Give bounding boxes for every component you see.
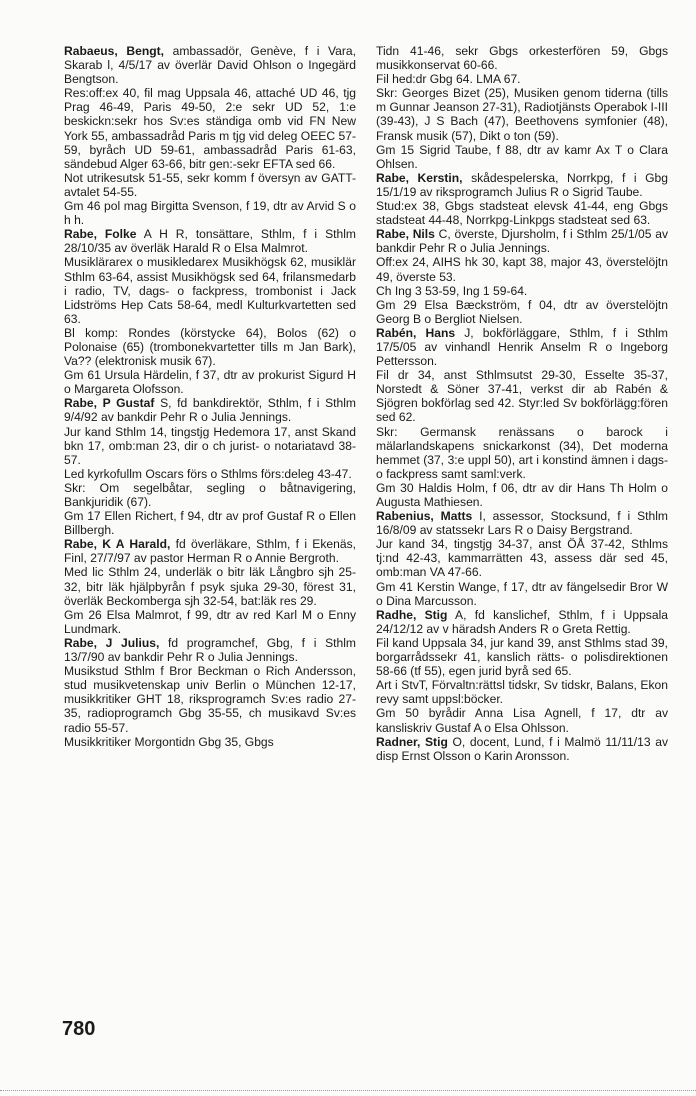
entry-text: fd programchef, Gbg, f i Sthlm 13/7/90 av bankdir Pehr R o Julia Jennings. [64,635,356,665]
entry-headword: Rabenius, Matts [376,509,473,524]
entry-text: C, överste, Djursholm, f i Sthlm 25/1/05 av bankdir Pehr R o Julia Jennings. [376,227,668,256]
entry-text: J, bokförläggare, Sthlm, f i Sthlm 17/5/05 av vinhandl Henrik Anselm R o Ingeborg Pettersson. [376,325,668,369]
page-number: 780 [62,1018,96,1040]
paragraph: Not utrikesutsk 51-55, sekr komm f översyn av GATT-avtalet 54-55. [64,170,356,199]
paragraph: Gm 29 Elsa Bæckström, f 04, dtr av överstelöjtn Georg B o Bergliot Nielsen. [376,297,668,326]
paragraph [376,735,668,763]
entry-headword: Rabén, Hans [376,325,456,340]
paragraph: Fil kand Uppsala 34, jur kand 39, anst Sthlms stad 39, borgarrådssekr 41, kanslich rätts- o polisdirektionen 58-66 (tf 55), egen jurid byrå sed 65. [376,635,668,679]
paragraph: Skr: Georges Bizet (25), Musiken genom tiderna (tills m Gunnar Jeanson 27-31), Radiotjänsts Operabok I-III (39-43), J S Bach (47), Beethovens symfonier (48), Fransk musik (57), Dikt o ton (59). [376,86,668,143]
paragraph: Bl komp: Rondes (körstycke 64), Bolos (62) o Polonaise (65) (trombonekvartetter tills m Jan Bark), Va?? (elektronisk musik 67). [64,325,356,369]
entry-headword: Radhe, Stig [376,607,448,622]
paragraph: Jur kand 34, tingstjg 34-37, anst ÖÅ 37-42, Sthlms tj:nd 42-43, kammarrätten 43, assess där sed 45, omb:man VA 47-66. [376,537,668,580]
paragraph [376,509,668,537]
paragraph: Art i StvT, Förvaltn:rättsl tidskr, Sv tidskr, Balans, Ekon revy samt uppsl:böcker. [376,678,668,707]
entry-text: I, assessor, Stocksund, f i Sthlm 16/8/09 av statssekr Lars R o Daisy Bergstrand. [376,509,668,538]
entry-headword: Radner, Stig [376,734,448,749]
entry-headword: Rabe, P Gustaf [64,396,155,411]
entry-text: skådespelerska, Norrkpg, f i Gbg 15/1/19 av riksprogramch Julius R o Sigrid Taube. [376,170,668,199]
paragraph: Jur kand Sthlm 14, tingstjg Hedemora 17, anst Skand bkn 17, omb:man 23, dir o ch jurist- o notariatavd 38-57. [64,424,356,467]
paragraph: Fil hed:dr Gbg 64. LMA 67. [376,72,521,87]
paragraph: Skr: Om segelbåtar, segling o båtnavigering, Bankjuridik (67). [64,480,356,509]
paragraph: Res:off:ex 40, fil mag Uppsala 46, attaché UD 46, tjg Prag 46-49, Paris 49-50, 2:e sekr UD 52, 1:e beskickn:sekr hos Sv:es ständiga omb vid FN New York 55, ambassadråd Paris m tjg vid deleg OEEC 57-59, byråch UD 59-61, ambassadråd Paris 61-63, sändebud Alger 63-66, bitr gen:-sekr EFTA sed 66. [64,86,356,171]
entry-text: S, fd bankdirektör, Sthlm, f i Sthlm 9/4/92 av bankdir Pehr R o Julia Jennings. [64,396,356,425]
paragraph: Ch Ing 3 53-59, Ing 1 59-64. [376,283,528,298]
paragraph: Gm 26 Elsa Malmrot, f 99, dtr av red Karl M o Enny Lundmark. [64,607,356,636]
paragraph [376,608,668,636]
paragraph: Led kyrkofullm Oscars förs o Sthlms förs:deleg 43-47. [64,466,352,481]
paragraph: Gm 50 byrådir Anna Lisa Agnell, f 17, dtr av kansliskriv Gustaf A o Elsa Ohlsson. [376,706,668,735]
paragraph [376,171,668,199]
entry-text: A H R, tonsättare, Sthlm, f i Sthlm 28/10/35 av överläk Harald R o Elsa Malmrot. [64,227,356,256]
paragraph: Gm 15 Sigrid Taube, f 88, dtr av kamr Ax T o Clara Ohlsen. [376,142,668,171]
right-column [376,44,668,763]
left-column [64,44,356,749]
paragraph [64,396,356,424]
paragraph: Tidn 41-46, sekr Gbgs orkesterfören 59, Gbgs musikkonservat 60-66. [376,44,668,73]
entry-text: ambassadör, Genève, f i Vara, Skarab l, 4/5/17 av överlär David Ohlson o Ingegärd Bengtson. [64,44,356,87]
paragraph: Musikstud Sthlm f Bror Beckman o Rich Andersson, stud musikvetenskap univ Berlin o München 12-17, musikkritiker GHT 18, riksprogramch Sv:es radio 27-35, radioprogramch Gbg 35-55, ch musikavd Sv:es radio 55-57. [64,664,356,735]
paragraph: Musiklärarex o musikledarex Musikhögsk 62, musiklär Sthlm 63-64, assist Musikhögsk sed 64, frilansmedarb i radio, TV, dags- o fackpress, trombonist i Jack Lidströms Hep Cats 58-64, medl Kulturkvartetten sed 63. [64,255,356,326]
paragraph [376,227,668,255]
paragraph: Gm 30 Haldis Holm, f 06, dtr av dir Hans Th Holm o Augusta Mathiesen. [376,480,668,509]
paragraph [64,636,356,664]
entry-headword: Rabe, J Julius, [64,635,160,650]
entry-headword: Rabe, Nils [376,227,435,242]
paragraph [64,537,356,565]
paragraph: Stud:ex 38, Gbgs stadsteat elevsk 41-44, eng Gbgs stadsteat 44-48, Norrkpg-Linkpgs stadsteat sed 63. [376,199,668,228]
entry-text: A, fd kanslichef, Sthlm, f i Uppsala 24/12/12 av v häradsh Anders R o Greta Rettig. [376,607,668,636]
paragraph [64,227,356,255]
entry-headword: Rabe, Folke [64,227,137,242]
paragraph: Gm 41 Kerstin Wange, f 17, dtr av fängelsedir Bror W o Dina Marcusson. [376,579,668,608]
entry-headword: Rabe, Kerstin, [376,170,463,185]
paragraph: Fil dr 34, anst Sthlmsutst 29-30, Esselte 35-37, Norstedt & Söner 37-41, verkst dir ab Rabén & Sjögren bokförlag sed 42. Styr:led Sv bokförlägg:fören sed 62. [376,368,668,425]
paragraph: Gm 46 pol mag Birgitta Svenson, f 19, dtr av Arvid S o h h. [64,199,356,228]
paragraph [64,44,356,86]
paragraph: Gm 17 Ellen Richert, f 94, dtr av prof Gustaf R o Ellen Billbergh. [64,509,356,538]
paragraph: Skr: Germansk renässans o barock i mälarlandskapens snickarkonst (34), Det moderna hemmet (37, 3:e uppl 50), art i konstind ämnen i dags- o fackpress samt saml:verk. [376,424,668,481]
entry-headword: Rabe, K A Harald, [64,537,171,552]
paragraph: Off:ex 24, AIHS hk 30, kapt 38, major 43, överstelöjtn 49, överste 53. [376,255,668,284]
paragraph: Gm 61 Ursula Härdelin, f 37, dtr av prokurist Sigurd H o Margareta Olofsson. [64,368,356,397]
entry-text: fd överläkare, Sthlm, f i Ekenäs, Finl, 27/7/97 av pastor Herman R o Annie Bergroth. [64,537,356,566]
paragraph [376,326,668,368]
paragraph: Musikkritiker Morgontidn Gbg 35, Gbgs [64,734,274,749]
paragraph: Med lic Sthlm 24, underläk o bitr läk Långbro sjh 25-32, bitr läk hjälpbyrån f psyk sjuka 29-30, förest 31, överläk Beckomberga sjh 32-54, bat:läk res 29. [64,565,356,608]
entry-text: O, docent, Lund, f i Malmö 11/11/13 av disp Ernst Olsson o Karin Aronsson. [376,734,669,763]
footer-rule [0,1090,696,1091]
entry-headword: Rabaeus, Bengt, [64,44,164,58]
